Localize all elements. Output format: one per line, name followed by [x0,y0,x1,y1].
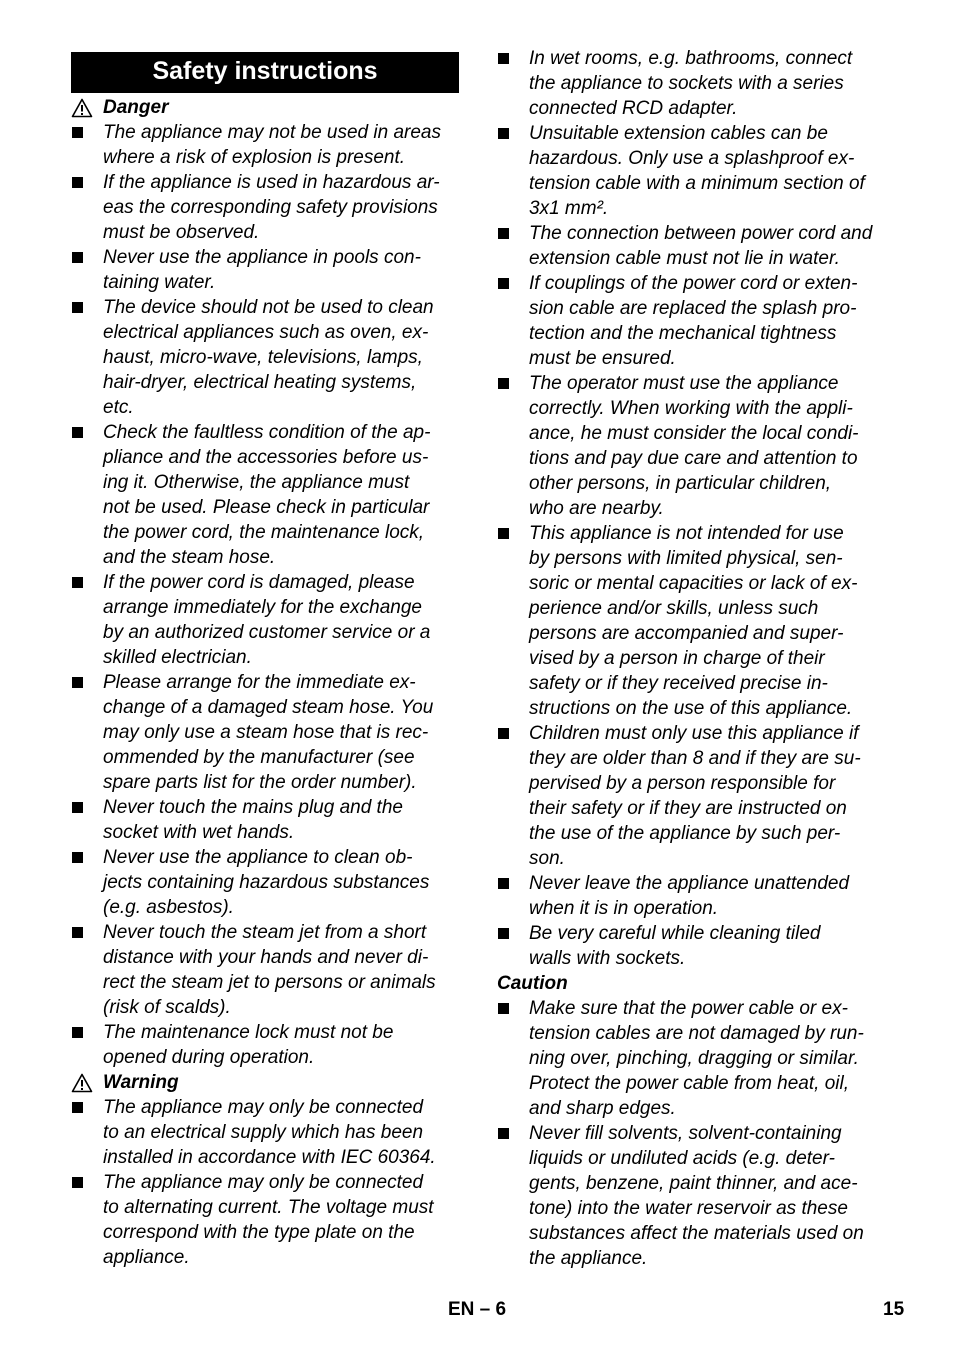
list-item-line: Never leave the appliance unattended [529,873,850,894]
list-item-line: (risk of scalds). [103,997,231,1018]
list-item [71,245,459,295]
list-item-line: change of a damaged steam hose. You [103,697,434,718]
list-item-line: by an authorized customer service or a [103,622,431,643]
list-item-line: appliance. [103,1247,190,1268]
list-item-line: ning over, pinching, dragging or similar. [529,1048,859,1069]
list-item-line: (e.g. asbestos). [103,897,234,918]
list-item [71,670,459,795]
square-bullet-icon [72,302,83,313]
square-bullet-icon [72,1177,83,1188]
list-item-line: ommended by the manufacturer (see [103,747,415,768]
list-item-line: The operator must use the appliance [529,373,839,394]
list-item-line: walls with sockets. [529,948,686,969]
list-item-line: Children must only use this appliance if [529,723,859,744]
list-item [71,795,459,845]
left-column [71,46,459,1270]
list-item [497,371,887,521]
list-item-line: Never use the appliance in pools con- [103,247,421,268]
list-item-line: structions on the use of this appliance. [529,698,853,719]
list-item-line: and the steam hose. [103,547,276,568]
square-bullet-icon [498,1128,509,1139]
list-item-line: extension cable must not lie in water. [529,248,840,269]
list-item-line: to an electrical supply which has been [103,1122,424,1143]
danger-heading [71,95,459,120]
list-item-line: the appliance to sockets with a series [529,73,844,94]
list-item-line: must be observed. [103,222,260,243]
list-item-line: The device should not be used to clean [103,297,434,318]
list-item-line: The appliance may only be connected [103,1172,424,1193]
square-bullet-icon [498,278,509,289]
list-item-line: gents, benzene, paint thinner, and ace- [529,1173,858,1194]
list-item-line: taining water. [103,272,216,293]
square-bullet-icon [72,802,83,813]
square-bullet-icon [72,577,83,588]
list-item-line: son. [529,848,565,869]
list-item-line: to alternating current. The voltage must [103,1197,434,1218]
square-bullet-icon [72,1102,83,1113]
list-item-line: Be very careful while cleaning tiled [529,923,821,944]
list-item-line: The appliance may only be connected [103,1097,424,1118]
square-bullet-icon [72,1027,83,1038]
list-item-line: persons are accompanied and super- [529,623,844,644]
list-item [497,871,887,921]
list-item-line: the power cord, the maintenance lock, [103,522,425,543]
list-item-line: Please arrange for the immediate ex- [103,672,416,693]
caution-heading [497,971,887,996]
list-item-line: their safety or if they are instructed on [529,798,847,819]
warning-list [71,1095,459,1270]
list-item [71,845,459,920]
list-item-line: The appliance may not be used in areas [103,122,441,143]
list-item-line: jects containing hazardous substances [103,872,430,893]
list-item [71,420,459,570]
list-item-line: correspond with the type plate on the [103,1222,415,1243]
list-item-line: tions and pay due care and attention to [529,448,858,469]
list-item-line: liquids or undiluted acids (e.g. deter- [529,1148,835,1169]
list-item-line: pervised by a person responsible for [529,773,836,794]
list-item-line: they are older than 8 and if they are su- [529,748,861,769]
section-page-label: EN – 6 [448,1299,507,1320]
list-item-line: tection and the mechanical tightness [529,323,837,344]
list-item-line: In wet rooms, e.g. bathrooms, connect [529,48,853,69]
list-item-line: etc. [103,397,134,418]
list-item-line: If the power cord is damaged, please [103,572,415,593]
square-bullet-icon [72,127,83,138]
list-item-line: the appliance. [529,1248,648,1269]
list-item [71,1170,459,1270]
list-item-line: 3x1 mm². [529,198,609,219]
list-item-line: ance, he must consider the local condi- [529,423,859,444]
warning-heading-label: Warning [103,1072,179,1093]
square-bullet-icon [498,228,509,239]
square-bullet-icon [498,878,509,889]
list-item-line: Check the faultless condition of the ap- [103,422,431,443]
list-item-line: The maintenance lock must not be [103,1022,394,1043]
list-item-line: pliance and the accessories before us- [103,447,429,468]
list-item-line: soric or mental capacities or lack of ex- [529,573,858,594]
list-item-line: Protect the power cable from heat, oil, [529,1073,849,1094]
list-item-line: Never use the appliance to clean ob- [103,847,413,868]
list-item-line: rect the steam jet to persons or animals [103,972,436,993]
list-item-line: If the appliance is used in hazardous ar- [103,172,440,193]
list-item-line: Never fill solvents, solvent-containing [529,1123,842,1144]
square-bullet-icon [498,928,509,939]
caution-heading-label: Caution [497,973,568,994]
square-bullet-icon [72,177,83,188]
list-item [71,570,459,670]
square-bullet-icon [498,1003,509,1014]
list-item-line: ing it. Otherwise, the appliance must [103,472,410,493]
list-item-line: Never touch the mains plug and the [103,797,403,818]
list-item-line: distance with your hands and never di- [103,947,429,968]
list-item-line: Make sure that the power cable or ex- [529,998,848,1019]
list-item-line: not be used. Please check in particular [103,497,430,518]
square-bullet-icon [498,728,509,739]
list-item-line: skilled electrician. [103,647,252,668]
list-item [497,921,887,971]
list-item-line: The connection between power cord and [529,223,873,244]
list-item-line: must be ensured. [529,348,676,369]
list-item-line: who are nearby. [529,498,664,519]
square-bullet-icon [72,252,83,263]
list-item-line: sion cable are replaced the splash pro- [529,298,857,319]
list-item [497,46,887,121]
list-item-line: where a risk of explosion is present. [103,147,406,168]
danger-list [71,120,459,1070]
list-item-line: safety or if they received precise in- [529,673,828,694]
list-item-line: tension cables are not damaged by run- [529,1023,864,1044]
right-column [497,46,887,1271]
list-item [497,271,887,371]
list-item-line: arrange immediately for the exchange [103,597,422,618]
list-item-line: vised by a person in charge of their [529,648,825,669]
list-item-line: opened during operation. [103,1047,315,1068]
list-item-line: socket with wet hands. [103,822,295,843]
page-title: Safety instructions [71,52,459,93]
list-item [497,721,887,871]
square-bullet-icon [498,378,509,389]
warning-triangle-icon [71,1073,93,1093]
list-item [497,121,887,221]
list-item [71,1095,459,1170]
list-item-line: hazardous. Only use a splashproof ex- [529,148,855,169]
list-item [497,521,887,721]
danger-heading-label: Danger [103,97,169,118]
list-item-line: installed in accordance with IEC 60364. [103,1147,436,1168]
list-item-line: when it is in operation. [529,898,719,919]
warning-heading [71,1070,459,1095]
list-item [71,120,459,170]
list-item [497,996,887,1121]
list-item-line: tension cable with a minimum section of [529,173,865,194]
square-bullet-icon [72,427,83,438]
page-number: 15 [883,1299,905,1320]
list-item-line: Unsuitable extension cables can be [529,123,828,144]
list-item-line: other persons, in particular children, [529,473,832,494]
list-item-line: substances affect the materials used on [529,1223,864,1244]
list-item [71,170,459,245]
list-item-line: Never touch the steam jet from a short [103,922,427,943]
list-item [71,920,459,1020]
list-item [71,1020,459,1070]
list-item-line: may only use a steam hose that is rec- [103,722,429,743]
list-item [497,221,887,271]
warning-triangle-icon [71,98,93,118]
square-bullet-icon [72,677,83,688]
list-item-line: This appliance is not intended for use [529,523,844,544]
list-item-line: the use of the appliance by such per- [529,823,841,844]
list-item-line: spare parts list for the order number). [103,772,417,793]
list-item-line: correctly. When working with the appli- [529,398,853,419]
list-item [71,295,459,420]
square-bullet-icon [498,128,509,139]
list-item-line: connected RCD adapter. [529,98,738,119]
list-item-line: hair-dryer, electrical heating systems, [103,372,417,393]
caution-list [497,996,887,1271]
list-item-line: eas the corresponding safety provisions [103,197,438,218]
square-bullet-icon [498,53,509,64]
warning-list-continued [497,46,887,971]
list-item-line: and sharp edges. [529,1098,676,1119]
list-item-line: electrical appliances such as oven, ex- [103,322,429,343]
square-bullet-icon [72,927,83,938]
list-item-line: by persons with limited physical, sen- [529,548,843,569]
list-item-line: If couplings of the power cord or exten- [529,273,858,294]
square-bullet-icon [72,852,83,863]
list-item-line: haust, micro-wave, televisions, lamps, [103,347,423,368]
list-item [497,1121,887,1271]
square-bullet-icon [498,528,509,539]
list-item-line: tone) into the water reservoir as these [529,1198,848,1219]
list-item-line: perience and/or skills, unless such [529,598,819,619]
